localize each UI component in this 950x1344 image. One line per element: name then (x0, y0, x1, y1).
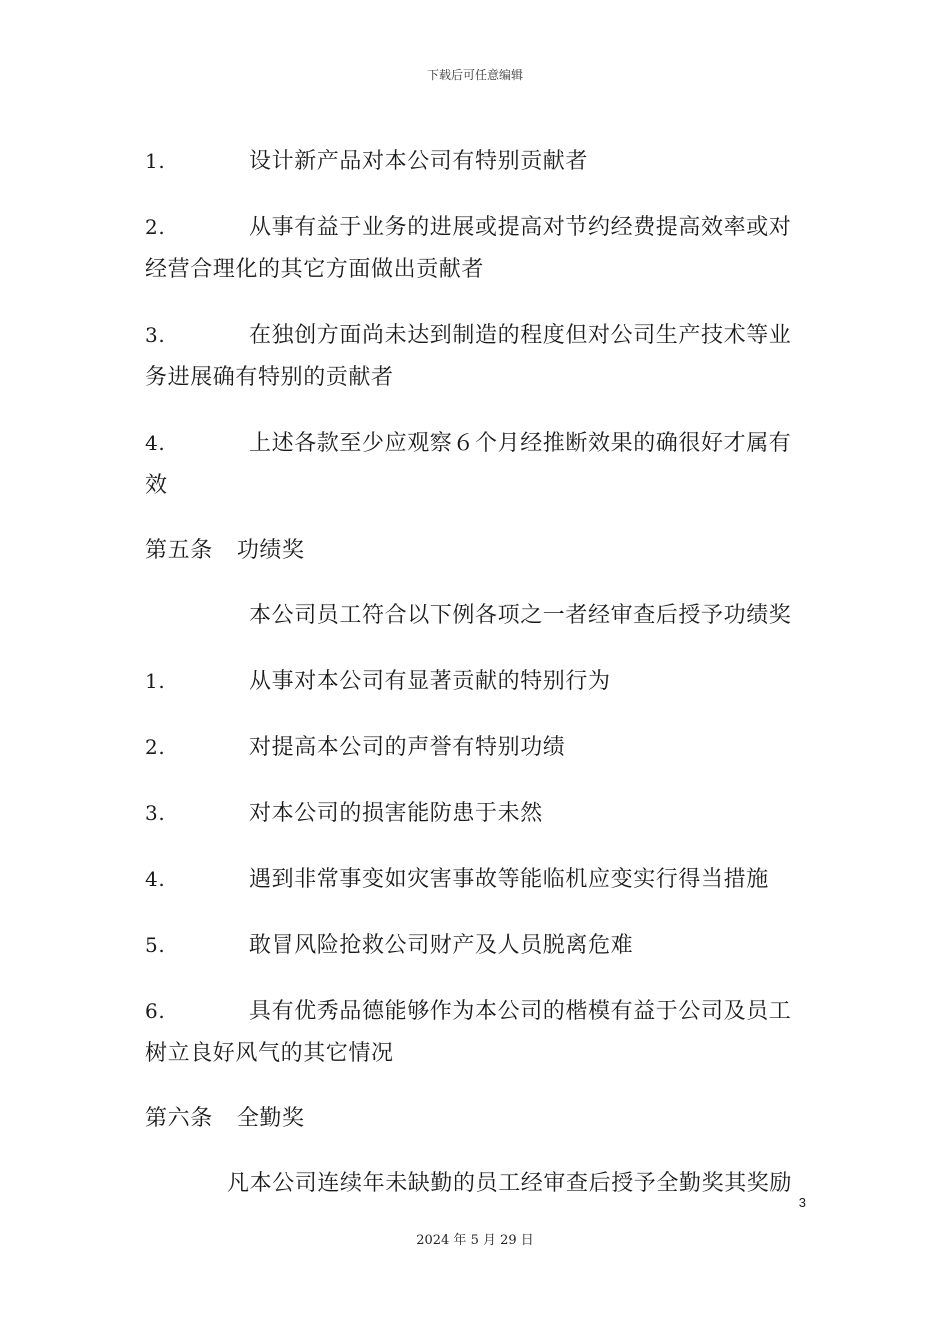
item-text: 遇到非常事变如灾害事故等能临机应变实行得当措施 (249, 867, 769, 892)
item-number: 2. (145, 735, 166, 759)
article-label: 第五条 (145, 538, 213, 563)
item-number: 5. (145, 933, 166, 957)
item-text: 敢冒风险抢救公司财产及人员脱离危难 (249, 933, 634, 958)
item-text: 上述各款至少应观察６个月经推断效果的确很好才属有效 (145, 431, 792, 498)
list-item (145, 924, 810, 967)
list-item (145, 990, 810, 1075)
list-item (145, 726, 810, 769)
list-item (145, 206, 810, 291)
item-number: 2. (145, 215, 166, 239)
item-number: 1. (145, 669, 166, 693)
list-item (145, 140, 810, 183)
item-text: 设计新产品对本公司有特别贡献者 (249, 149, 589, 174)
list-item (145, 314, 810, 399)
article-heading (145, 1098, 810, 1140)
item-number: 3. (145, 801, 166, 825)
item-number: 4. (145, 431, 166, 455)
item-number: 4. (145, 867, 166, 891)
article-intro: 本公司员工符合以下例各项之一者经审查后授予功绩奖 (249, 603, 792, 628)
article-title: 全勤奖 (236, 1106, 305, 1131)
list-item (145, 422, 810, 507)
article-label: 第六条 (145, 1106, 213, 1131)
article-intro: 凡本公司连续年未缺勤的员工经审查后授予全勤奖其奖励 (227, 1171, 793, 1196)
page-header: 下载后可任意编辑 (426, 68, 523, 82)
page-number: 3 (798, 1195, 806, 1210)
document-body (145, 140, 810, 1205)
item-number: 1. (145, 149, 166, 173)
article-title: 功绩奖 (236, 538, 305, 563)
list-item (145, 858, 810, 901)
item-text: 从事对本公司有显著贡献的特别行为 (249, 669, 611, 694)
item-text: 具有优秀品德能够作为本公司的楷模有益于公司及员工树立良好风气的其它情况 (145, 999, 792, 1066)
item-number: 6. (145, 999, 166, 1023)
item-text: 对提高本公司的声誉有特别功绩 (249, 735, 566, 760)
list-item (145, 660, 810, 703)
item-text: 从事有益于业务的进展或提高对节约经费提高效率或对经营合理化的其它方面做出贡献者 (145, 215, 792, 282)
item-text: 对本公司的损害能防患于未然 (249, 801, 543, 826)
page-footer-date: 2024 年 5 月 29 日 (416, 1233, 534, 1248)
article-heading (145, 530, 810, 572)
item-text: 在独创方面尚未达到制造的程度但对公司生产技术等业务进展确有特别的贡献者 (145, 323, 792, 390)
list-item (145, 792, 810, 835)
item-number: 3. (145, 323, 166, 347)
